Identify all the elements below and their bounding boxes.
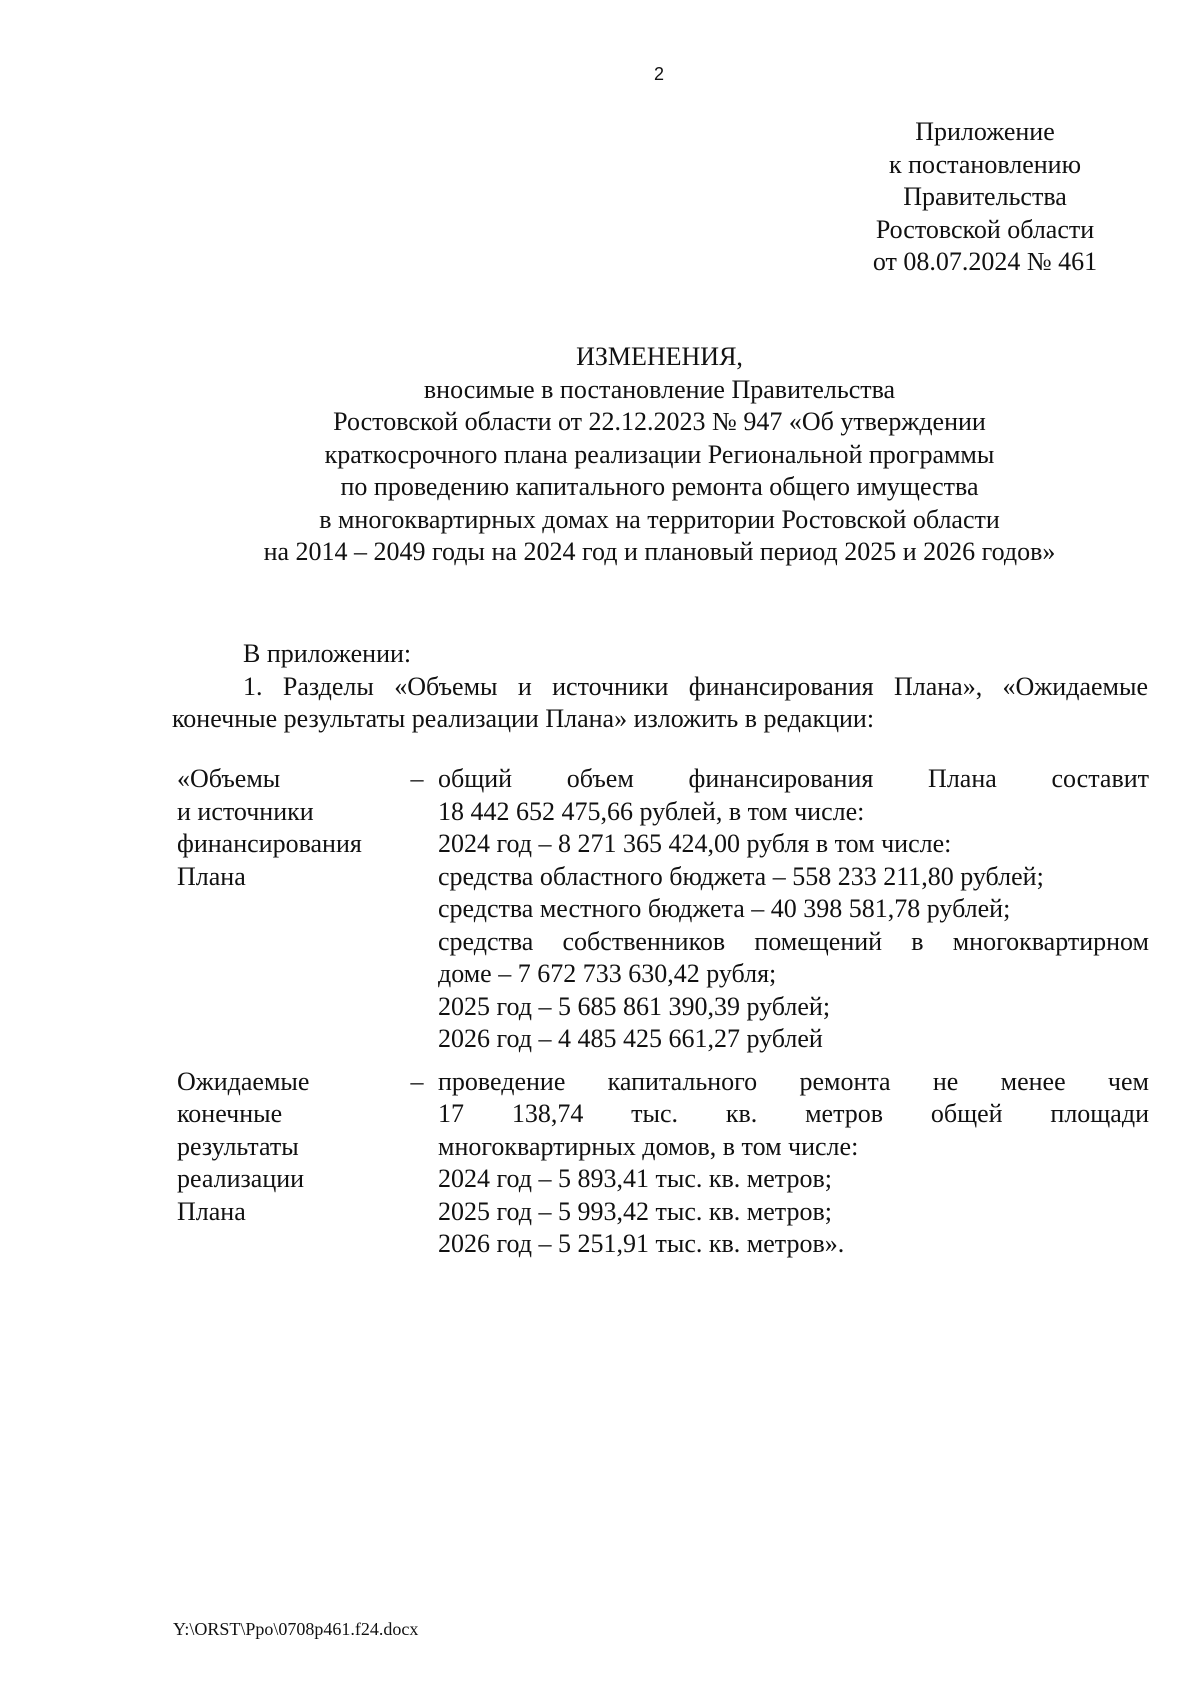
page-number: 2 xyxy=(653,64,664,84)
content-line: многоквартирных домов, в том числе: xyxy=(438,1131,859,1161)
content-line: общий объем финансирования Плана составит xyxy=(438,764,1149,793)
document-title xyxy=(170,341,1149,569)
content-line: средства областного бюджета – 558 233 211,80 рублей; xyxy=(438,861,1044,891)
content-line: 18 442 652 475,66 рублей, в том числе: xyxy=(438,796,865,826)
label-line: «Объемы xyxy=(177,764,281,793)
financing-label xyxy=(177,763,396,1056)
title-line: в многоквартирных домах на территории Ростовской области xyxy=(319,504,1000,534)
label-line: Ожидаемые xyxy=(177,1066,310,1096)
title-heading: ИЗМЕНЕНИЯ, xyxy=(576,342,743,371)
label-line: реализации xyxy=(177,1164,305,1193)
label-line: финансирования xyxy=(177,829,362,858)
content-line: 2025 год – 5 993,42 тыс. кв. метров; xyxy=(438,1196,832,1226)
title-line: Ростовской области от 22.12.2023 № 947 «Об утверждении xyxy=(333,407,986,436)
financing-row xyxy=(177,763,1149,1056)
body-text xyxy=(172,638,1148,736)
dash-separator: – xyxy=(410,1066,424,1096)
content-line: 17 138,74 тыс. кв. метров общей площади xyxy=(438,1099,1149,1128)
content-line: 2025 год – 5 685 861 390,39 рублей; xyxy=(438,991,831,1021)
results-content xyxy=(438,1066,1149,1261)
appendix-line: Ростовской области xyxy=(875,214,1095,244)
appendix-block xyxy=(840,116,1130,279)
content-line: 2026 год – 4 485 425 661,27 рублей xyxy=(438,1024,823,1053)
passport-table xyxy=(177,763,1149,1271)
appendix-line: к постановлению xyxy=(888,149,1082,179)
content-line: средства местного бюджета – 40 398 581,78 рублей; xyxy=(438,894,1011,923)
title-line: на 2014 – 2049 годы на 2024 год и плановый период 2025 и 2026 годов» xyxy=(263,537,1056,566)
results-row xyxy=(177,1066,1149,1261)
item-1-paragraph: 1. Разделы «Объемы и источники финансирования Плана», «Ожидаемые конечные результаты реализации Плана» изложить в редакции: xyxy=(172,671,1148,733)
title-line: вносимые в постановление Правительства xyxy=(423,374,896,404)
content-line: 2024 год – 5 893,41 тыс. кв. метров; xyxy=(438,1164,832,1193)
label-line: Плана xyxy=(177,1196,246,1226)
label-line: конечные xyxy=(177,1099,283,1128)
dash-separator: – xyxy=(410,764,424,793)
title-line: по проведению капитального ремонта общего имущества xyxy=(340,472,979,501)
appendix-line: Правительства xyxy=(903,182,1067,211)
content-line: проведение капитального ремонта не менее чем xyxy=(438,1066,1149,1096)
label-line: и источники xyxy=(177,796,314,826)
content-line: 2026 год – 5 251,91 тыс. кв. метров». xyxy=(438,1229,845,1258)
label-line: Плана xyxy=(177,861,246,891)
intro-paragraph: В приложении: xyxy=(243,639,412,668)
title-line: краткосрочного плана реализации Региональной программы xyxy=(324,439,995,469)
content-line: доме – 7 672 733 630,42 рубля; xyxy=(438,959,777,988)
results-label xyxy=(177,1066,396,1261)
appendix-line: Приложение xyxy=(915,117,1055,146)
file-path-footer: Y:\ORST\Ppo\0708p461.f24.docx xyxy=(173,1619,419,1639)
appendix-line: от 08.07.2024 № 461 xyxy=(872,247,1098,276)
label-line: результаты xyxy=(177,1131,299,1161)
content-line: 2024 год – 8 271 365 424,00 рубля в том числе: xyxy=(438,829,952,858)
financing-content xyxy=(438,763,1149,1056)
content-line: средства собственников помещений в многоквартирном xyxy=(438,926,1149,956)
